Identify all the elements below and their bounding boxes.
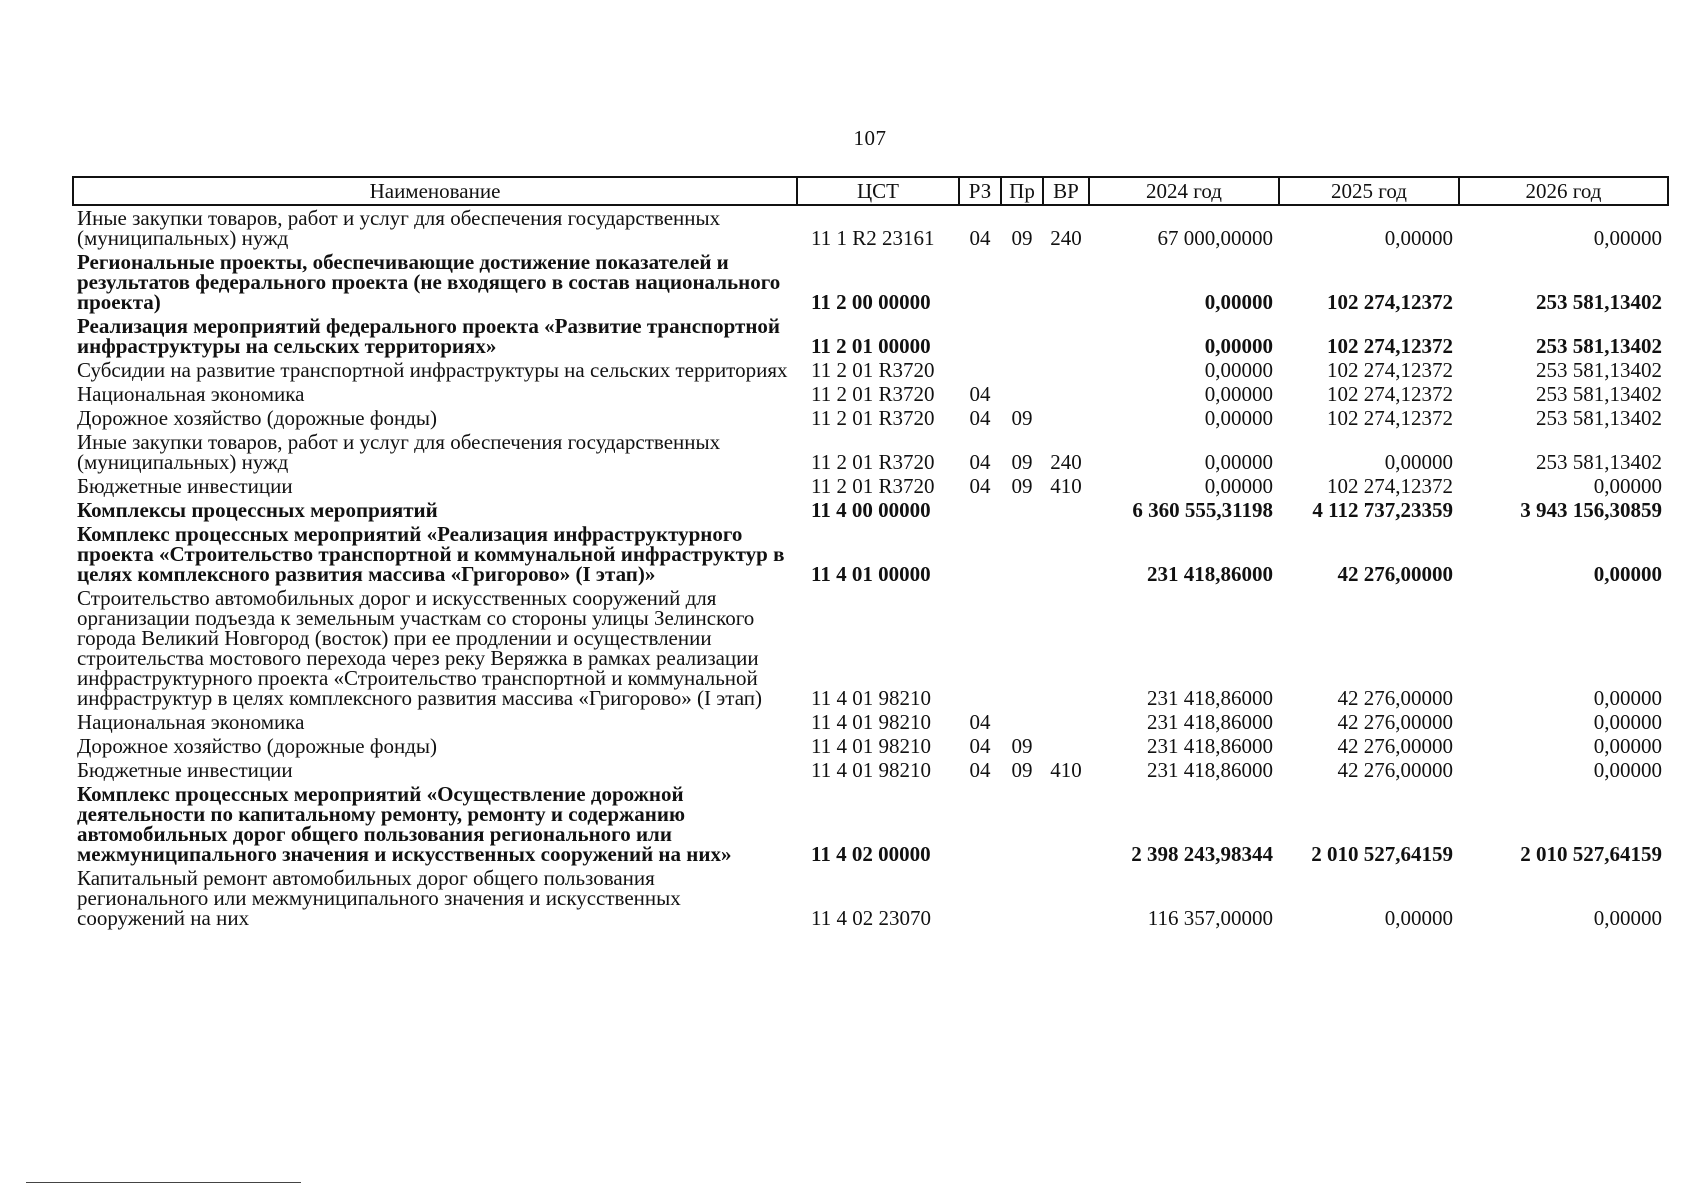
cell-2024: 116 357,00000: [1147, 906, 1273, 930]
cell-2026: 0,00000: [1593, 562, 1662, 586]
cell-cst: 11 2 01 R3720: [811, 358, 935, 382]
cell-2026: 0,00000: [1593, 710, 1662, 734]
table-row: [73, 498, 1668, 522]
cell-2025: 42 276,00000: [1337, 562, 1453, 586]
cell-vr: 240: [1050, 226, 1082, 250]
cell-name: Дорожное хозяйство (дорожные фонды): [77, 734, 438, 758]
column-header-pr: Пр: [1001, 177, 1043, 205]
cell-2025: 42 276,00000: [1337, 758, 1453, 782]
cell-2026: 253 581,13402: [1536, 290, 1662, 314]
cell-name: Иные закупки товаров, работ и услуг для обеспечения государственных (муниципальных) нужд: [77, 430, 721, 474]
cell-vr: [1043, 250, 1089, 314]
cell-rz: [959, 314, 1001, 358]
cell-2025: 102 274,12372: [1327, 358, 1453, 382]
cell-rz: [959, 586, 1001, 710]
cell-2025: 102 274,12372: [1327, 406, 1453, 430]
table-row: [73, 406, 1668, 430]
cell-name: Капитальный ремонт автомобильных дорог общего пользования регионального или межмуниципального значения и искусственных сооружений на них: [77, 866, 681, 930]
cell-pr: 09: [1011, 450, 1033, 474]
cell-vr: [1043, 866, 1089, 930]
table-row: [73, 710, 1668, 734]
cell-cst: 11 1 R2 23161: [811, 226, 935, 250]
cell-2026: 253 581,13402: [1536, 406, 1662, 430]
table-row: [73, 250, 1668, 314]
cell-cst: 11 4 01 00000: [811, 562, 931, 586]
cell-2026: 0,00000: [1593, 686, 1662, 710]
cell-rz: [959, 250, 1001, 314]
cell-2026: 2 010 527,64159: [1520, 842, 1662, 866]
cell-cst: 11 2 01 R3720: [811, 450, 935, 474]
cell-2026: 0,00000: [1593, 734, 1662, 758]
cell-vr: [1043, 710, 1089, 734]
cell-2024: 0,00000: [1204, 406, 1273, 430]
table-row: [73, 430, 1668, 474]
cell-rz: 04: [969, 734, 991, 758]
cell-rz: 04: [969, 758, 991, 782]
cell-2024: 67 000,00000: [1157, 226, 1273, 250]
cell-2024: 231 418,86000: [1147, 734, 1273, 758]
cell-rz: 04: [969, 474, 991, 498]
column-header-rz: РЗ: [959, 177, 1001, 205]
cell-2025: 102 274,12372: [1327, 382, 1453, 406]
cell-name: Бюджетные инвестиции: [77, 758, 293, 782]
page-number: 107: [853, 126, 887, 150]
cell-2026: 253 581,13402: [1536, 382, 1662, 406]
cell-pr: 09: [1011, 406, 1033, 430]
cell-2026: 253 581,13402: [1536, 358, 1662, 382]
table-row: [73, 522, 1668, 586]
cell-vr: [1043, 498, 1089, 522]
cell-2025: 0,00000: [1384, 226, 1453, 250]
column-header-2025: 2025 год: [1279, 177, 1459, 205]
cell-name: Дорожное хозяйство (дорожные фонды): [77, 406, 438, 430]
cell-2024: 0,00000: [1204, 450, 1273, 474]
table-row: [73, 314, 1668, 358]
cell-name: Региональные проекты, обеспечивающие достижение показателей и результатов федерального проекта (не входящего в состав национального проекта): [77, 250, 781, 314]
table-row: [73, 382, 1668, 406]
cell-2026: 3 943 156,30859: [1520, 498, 1662, 522]
cell-rz: [959, 782, 1001, 866]
cell-2024: 0,00000: [1204, 358, 1273, 382]
cell-2025: 4 112 737,23359: [1312, 498, 1453, 522]
cell-vr: [1043, 522, 1089, 586]
cell-2025: 102 274,12372: [1327, 474, 1453, 498]
cell-cst: 11 2 00 00000: [811, 290, 931, 314]
cell-2024: 6 360 555,31198: [1132, 498, 1273, 522]
cell-2024: 231 418,86000: [1147, 710, 1273, 734]
cell-name: Комплексы процессных мероприятий: [77, 498, 438, 522]
cell-rz: 04: [969, 226, 991, 250]
cell-cst: 11 2 01 R3720: [811, 406, 935, 430]
cell-2025: 0,00000: [1384, 450, 1453, 474]
cell-cst: 11 4 01 98210: [811, 710, 931, 734]
cell-2025: 0,00000: [1384, 906, 1453, 930]
cell-2025: 102 274,12372: [1327, 290, 1453, 314]
cell-pr: [1001, 314, 1043, 358]
cell-2026: 253 581,13402: [1536, 450, 1662, 474]
cell-name: Иные закупки товаров, работ и услуг для обеспечения государственных (муниципальных) нужд: [77, 206, 721, 250]
column-header-2026: 2026 год: [1459, 177, 1668, 205]
cell-pr: 09: [1011, 474, 1033, 498]
cell-cst: 11 4 01 98210: [811, 734, 931, 758]
cell-cst: 11 2 01 00000: [811, 334, 931, 358]
cell-2024: 231 418,86000: [1147, 562, 1273, 586]
cell-cst: 11 2 01 R3720: [811, 382, 935, 406]
cell-2024: 0,00000: [1204, 382, 1273, 406]
table-row: [73, 866, 1668, 930]
table-body: [73, 205, 1668, 930]
cell-2026: 0,00000: [1593, 226, 1662, 250]
cell-cst: 11 2 01 R3720: [811, 474, 935, 498]
cell-pr: [1001, 358, 1043, 382]
cell-name: Реализация мероприятий федерального проекта «Развитие транспортной инфраструктуры на сельских территориях»: [77, 314, 781, 358]
cell-2025: 2 010 527,64159: [1311, 842, 1453, 866]
table-header: [73, 177, 1668, 205]
table-row: [73, 474, 1668, 498]
table-row: [73, 358, 1668, 382]
cell-name: Строительство автомобильных дорог и искусственных сооружений для организации подъезда к земельным участкам со стороны улицы Зелинского города Великий Новгород (восток) при ее продлении и осуществлении строительства мостового перехода через реку Веряжка в рамках реализации инфраструктурного проекта «Строительство транспортной и коммунальной инфраструктур в целях комплексного развития массива «Григорово» (I этап): [77, 586, 762, 710]
cell-2026: 0,00000: [1593, 474, 1662, 498]
cell-vr: [1043, 782, 1089, 866]
cell-name: Комплекс процессных мероприятий «Осуществление дорожной деятельности по капитальному ремонту, ремонту и содержанию автомобильных дорог общего пользования регионального или межмуниципального значения и искусственных сооружений на них»: [77, 782, 732, 866]
column-header-vr: ВР: [1043, 177, 1089, 205]
cell-pr: [1001, 586, 1043, 710]
cell-vr: 410: [1050, 758, 1082, 782]
cell-vr: [1043, 358, 1089, 382]
table-row: [73, 758, 1668, 782]
cell-pr: [1001, 250, 1043, 314]
cell-2026: 253 581,13402: [1536, 334, 1662, 358]
cell-rz: [959, 498, 1001, 522]
cell-2026: 0,00000: [1593, 758, 1662, 782]
cell-pr: 09: [1011, 734, 1033, 758]
cell-rz: 04: [969, 710, 991, 734]
cell-vr: 410: [1050, 474, 1082, 498]
cell-2026: 0,00000: [1593, 906, 1662, 930]
cell-vr: [1043, 734, 1089, 758]
cell-vr: [1043, 406, 1089, 430]
table-row: [73, 734, 1668, 758]
cell-cst: 11 4 02 00000: [811, 842, 931, 866]
cell-name: Национальная экономика: [77, 710, 305, 734]
cell-2024: 2 398 243,98344: [1131, 842, 1273, 866]
cell-cst: 11 4 01 98210: [811, 758, 931, 782]
cell-2025: 42 276,00000: [1337, 686, 1453, 710]
cell-name: Национальная экономика: [77, 382, 305, 406]
cell-pr: [1001, 522, 1043, 586]
table-row: [73, 586, 1668, 710]
cell-vr: [1043, 382, 1089, 406]
budget-table: [72, 176, 1669, 930]
cell-vr: [1043, 586, 1089, 710]
cell-2025: 42 276,00000: [1337, 734, 1453, 758]
cell-pr: 09: [1011, 226, 1033, 250]
cell-2024: 0,00000: [1204, 474, 1273, 498]
cell-2024: 0,00000: [1204, 334, 1273, 358]
footnote-divider: [26, 1182, 301, 1183]
cell-cst: 11 4 00 00000: [811, 498, 931, 522]
cell-name: Комплекс процессных мероприятий «Реализация инфраструктурного проекта «Строительство транспортной и коммунальной инфраструктур в целях комплексного развития массива «Григорово» (I этап)»: [77, 522, 785, 586]
cell-2024: 231 418,86000: [1147, 686, 1273, 710]
column-header-2024: 2024 год: [1089, 177, 1279, 205]
cell-rz: 04: [969, 406, 991, 430]
cell-rz: [959, 866, 1001, 930]
cell-pr: [1001, 866, 1043, 930]
cell-2025: 42 276,00000: [1337, 710, 1453, 734]
cell-pr: 09: [1011, 758, 1033, 782]
cell-pr: [1001, 782, 1043, 866]
cell-vr: [1043, 314, 1089, 358]
cell-pr: [1001, 710, 1043, 734]
table-row: [73, 205, 1668, 250]
cell-rz: 04: [969, 450, 991, 474]
cell-2025: 102 274,12372: [1327, 334, 1453, 358]
table-row: [73, 782, 1668, 866]
cell-2024: 0,00000: [1204, 290, 1273, 314]
cell-rz: [959, 522, 1001, 586]
cell-2024: 231 418,86000: [1147, 758, 1273, 782]
cell-rz: [959, 358, 1001, 382]
cell-cst: 11 4 02 23070: [811, 906, 931, 930]
cell-vr: 240: [1050, 450, 1082, 474]
cell-rz: 04: [969, 382, 991, 406]
cell-pr: [1001, 382, 1043, 406]
cell-name: Бюджетные инвестиции: [77, 474, 293, 498]
cell-name: Субсидии на развитие транспортной инфраструктуры на сельских территориях: [77, 358, 788, 382]
column-header-name: Наименование: [73, 177, 797, 205]
column-header-cst: ЦСТ: [797, 177, 959, 205]
cell-cst: 11 4 01 98210: [811, 686, 931, 710]
cell-pr: [1001, 498, 1043, 522]
